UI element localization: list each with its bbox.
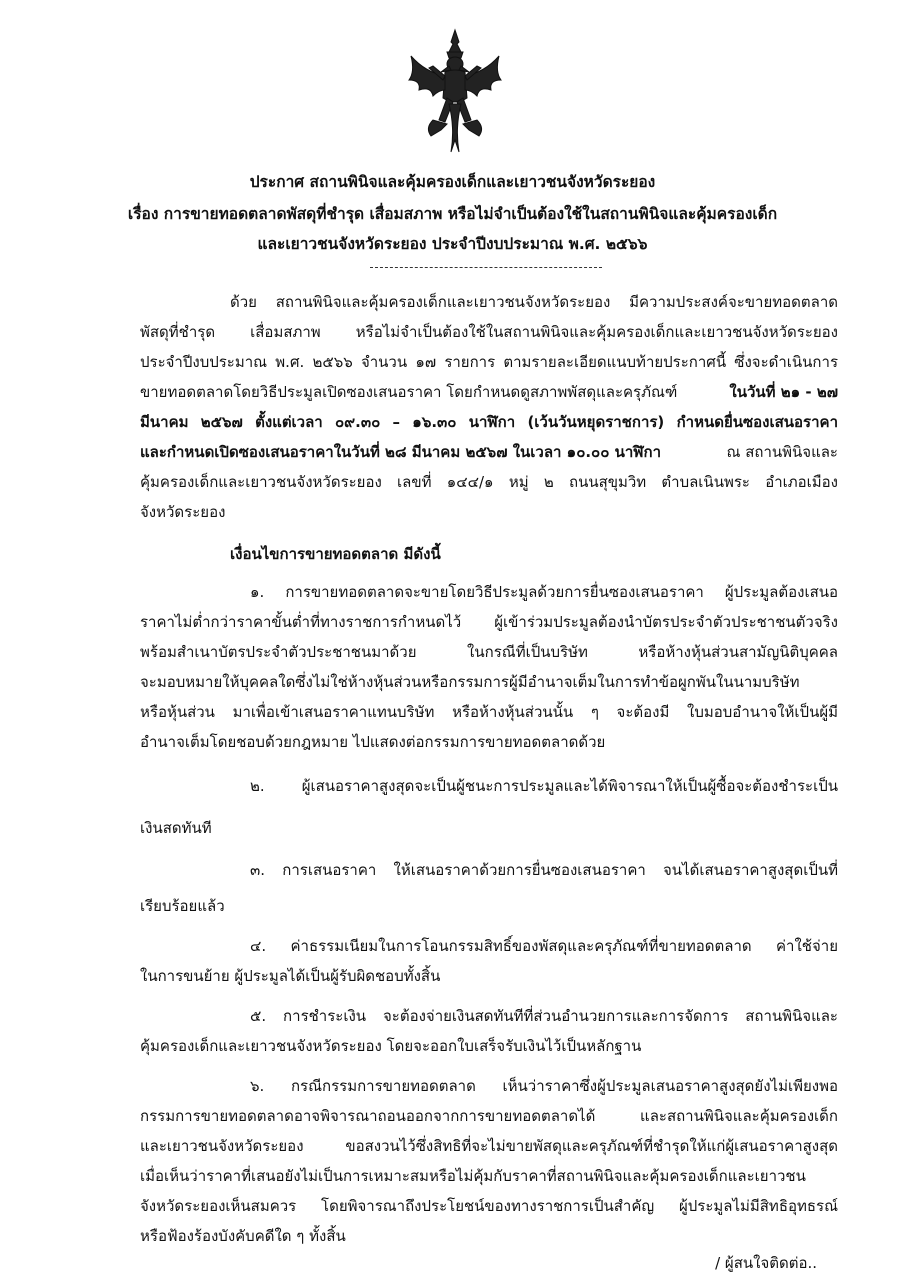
intro-line: ด้วย สถานพินิจและคุ้มครองเด็กและเยาวชนจังหวัดระยอง มีความประสงค์จะขายทอดตลาด bbox=[230, 293, 838, 311]
intro-line bbox=[140, 441, 838, 463]
condition-1-line: หรือหุ้นส่วน มาเพื่อเข้าเสนอราคาแทนบริษัท หรือห้างหุ้นส่วนนั้น ๆ จะต้องมี ใบมอบอำนาจให้เป็นผู้มี bbox=[140, 703, 838, 721]
intro-line: จังหวัดระยอง bbox=[140, 503, 226, 521]
condition-5-line: ๕. การชำระเงิน จะต้องจ่ายเงินสดทันทีที่ส่วนอำนวยการและการจัดการ สถานพินิจและ bbox=[250, 1007, 838, 1025]
intro-text: ณ สถานพินิจและ bbox=[726, 443, 838, 461]
condition-5-line: คุ้มครองเด็กและเยาวชนจังหวัดระยอง โดยจะออกใบเสร็จรับเงินไว้เป็นหลักฐาน bbox=[140, 1037, 642, 1055]
condition-2-line: เงินสดทันที bbox=[140, 819, 212, 837]
condition-6-line: หรือฟ้องร้องบังคับคดีใด ๆ ทั้งสิ้น bbox=[140, 1227, 346, 1245]
condition-1-line: ราคาไม่ต่ำกว่าราคาขั้นต่ำที่ทางราชการกำหนดไว้ ผู้เข้าร่วมประมูลต้องนำบัตรประจำตัวประชาชนตัวจริง bbox=[140, 613, 838, 631]
condition-6-line: จังหวัดระยองเห็นสมควร โดยพิจารณาถึงประโยชน์ของทางราชการเป็นสำคัญ ผู้ประมูลไม่มีสิทธิอุทธรณ์ bbox=[140, 1197, 838, 1215]
intro-line-bold: มีนาคม ๒๕๖๗ ตั้งแต่เวลา ๐๙.๓๐ – ๑๖.๓๐ นาฬิกา (เว้นวันหยุดราชการ) กำหนดยื่นซองเสนอราคา bbox=[140, 413, 838, 431]
title-divider bbox=[370, 267, 602, 268]
condition-1-line: จะมอบหมายให้บุคคลใดซึ่งไม่ใช่ห้างหุ้นส่วนหรือกรรมการผู้มีอำนาจเต็มในการทำข้อผูกพันในนามบริษัท bbox=[140, 673, 800, 691]
condition-1-line: ๑. การขายทอดตลาดจะขายโดยวิธีประมูลด้วยการยื่นซองเสนอราคา ผู้ประมูลต้องเสนอ bbox=[250, 583, 838, 601]
announcement-title: ประกาศ สถานพินิจและคุ้มครองเด็กและเยาวชนจังหวัดระยอง bbox=[249, 173, 656, 191]
intro-date-range: ในวันที่ ๒๑ - ๒๗ bbox=[729, 383, 838, 401]
condition-6-line: เมื่อเห็นว่าราคาที่เสนอยังไม่เป็นการเหมาะสมหรือไม่คุ้มกับราคาที่สถานพินิจและคุ้มครองเด็กและเยาวชน bbox=[140, 1167, 806, 1185]
condition-6-line: และเยาวชนจังหวัดระยอง ขอสงวนไว้ซึ่งสิทธิที่จะไม่ขายพัสดุและครุภัณฑ์ที่ชำรุดให้แก่ผู้เสนอราคาสูงสุด bbox=[140, 1137, 838, 1155]
condition-3-line: เรียบร้อยแล้ว bbox=[140, 897, 225, 915]
intro-line: พัสดุที่ชำรุด เสื่อมสภาพ หรือไม่จำเป็นต้องใช้ในสถานพินิจและคุ้มครองเด็กและเยาวชนจังหวัดระยอง bbox=[140, 323, 838, 341]
garuda-emblem-icon bbox=[405, 28, 505, 156]
conditions-heading: เงื่อนไขการขายทอดตลาด มีดังนี้ bbox=[230, 545, 441, 563]
intro-line: คุ้มครองเด็กและเยาวชนจังหวัดระยอง เลขที่ ๑๔๔/๑ หมู่ ๒ ถนนสุขุมวิท ตำบลเนินพระ อำเภอเมือง bbox=[140, 473, 838, 491]
intro-text: ขายทอดตลาดโดยวิธีประมูลเปิดซองเสนอราคา โดยกำหนดดูสภาพพัสดุและครุภัณฑ์ bbox=[140, 383, 678, 401]
condition-4-line: ๔. ค่าธรรมเนียมในการโอนกรรมสิทธิ์ของพัสดุและครุภัณฑ์ที่ขายทอดตลาด ค่าใช้จ่าย bbox=[250, 937, 838, 955]
subject-line-2: และเยาวชนจังหวัดระยอง ประจำปีงบประมาณ พ.ศ. ๒๕๖๖ bbox=[257, 235, 648, 253]
condition-1-line: อำนาจเต็มโดยชอบด้วยกฎหมาย ไปแสดงต่อกรรมการขายทอดตลาดด้วย bbox=[140, 733, 606, 751]
condition-6-line: กรรมการขายทอดตลาดอาจพิจารณาถอนออกจากการขายทอดตลาดได้ และสถานพินิจและคุ้มครองเด็ก bbox=[140, 1107, 838, 1125]
condition-2-line: ๒. ผู้เสนอราคาสูงสุดจะเป็นผู้ชนะการประมูลและได้พิจารณาให้เป็นผู้ซื้อจะต้องชำระเป็น bbox=[250, 777, 838, 795]
condition-1-line: พร้อมสำเนาบัตรประจำตัวประชาชนมาด้วย ในกรณีที่เป็นบริษัท หรือห้างหุ้นส่วนสามัญนิติบุคคล bbox=[140, 643, 838, 661]
condition-6-line: ๖. กรณีกรรมการขายทอดตลาด เห็นว่าราคาซึ่งผู้ประมูลเสนอราคาสูงสุดยังไม่เพียงพอ bbox=[250, 1077, 838, 1095]
intro-line: ประจำปีงบประมาณ พ.ศ. ๒๕๖๖ จำนวน ๑๗ รายการ ตามรายละเอียดแนบท้ายประกาศนี้ ซึ่งจะดำเนินการ bbox=[140, 353, 838, 371]
subject-line-1: เรื่อง การขายทอดตลาดพัสดุที่ชำรุด เสื่อมสภาพ หรือไม่จำเป็นต้องใช้ในสถานพินิจและคุ้มครองเด็ก bbox=[127, 205, 778, 223]
continuation-marker: / ผู้สนใจติดต่อ.. bbox=[715, 1254, 817, 1272]
condition-4-line: ในการขนย้าย ผู้ประมูลได้เป็นผู้รับผิดชอบทั้งสิ้น bbox=[140, 967, 441, 985]
intro-line bbox=[140, 381, 838, 403]
condition-3-line: ๓. การเสนอราคา ให้เสนอราคาด้วยการยื่นซองเสนอราคา จนได้เสนอราคาสูงสุดเป็นที่ bbox=[250, 861, 838, 879]
intro-opening-date: และกำหนดเปิดซองเสนอราคาในวันที่ ๒๘ มีนาคม ๒๕๖๗ ในเวลา ๑๐.๐๐ นาฬิกา bbox=[140, 443, 662, 461]
